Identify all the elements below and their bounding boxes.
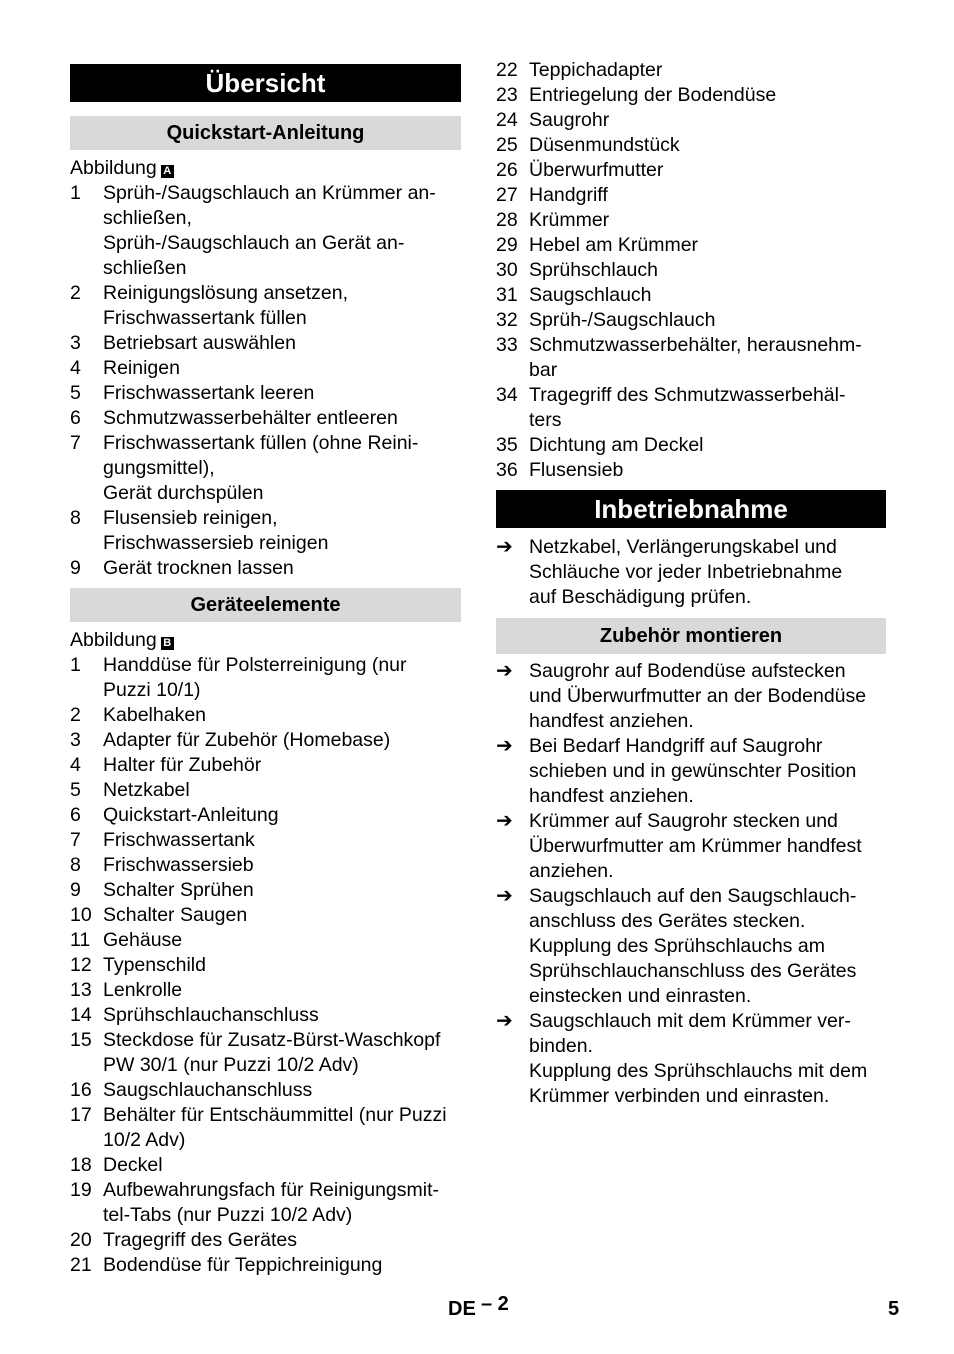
list-item (70, 753, 461, 778)
item-text (103, 1228, 461, 1253)
item-text-line: Sprüh-/Saugschlauch (529, 309, 716, 331)
list-item (496, 283, 886, 308)
arrow-right-icon: ➔ (496, 735, 513, 757)
instruction-step (496, 734, 886, 809)
commissioning-steps (496, 535, 886, 610)
arrow-right-icon: ➔ (496, 536, 513, 558)
item-text (529, 233, 886, 258)
item-number: 5 (70, 779, 81, 801)
item-number: 24 (496, 109, 518, 131)
step-text-line: handfest anziehen. (529, 710, 694, 732)
list-item (70, 406, 461, 431)
step-text (529, 535, 886, 610)
item-text-line: Gerät durchspülen (103, 482, 264, 504)
item-text-line: Frischwassersieb (103, 854, 254, 876)
item-number: 35 (496, 434, 518, 456)
item-text-line: Frischwassersieb reinigen (103, 532, 329, 554)
device-elements-list (70, 653, 461, 1278)
item-text-line: Quickstart-Anleitung (103, 804, 279, 826)
item-text (103, 381, 461, 406)
list-item (496, 108, 886, 133)
item-text (103, 853, 461, 878)
item-text (529, 183, 886, 208)
item-number: 7 (70, 829, 81, 851)
item-text (103, 828, 461, 853)
item-text-line: Tragegriff des Gerätes (103, 1229, 298, 1251)
item-text (103, 556, 461, 581)
item-number: 22 (496, 59, 518, 81)
item-text (103, 1078, 461, 1103)
item-number: 8 (70, 854, 81, 876)
item-number: 1 (70, 182, 81, 204)
item-number: 9 (70, 879, 81, 901)
step-text-line: schieben und in gewünschter Position (529, 760, 857, 782)
item-text-line: Schalter Saugen (103, 904, 248, 926)
step-text-line: binden. (529, 1035, 593, 1057)
list-item (70, 356, 461, 381)
list-item (70, 431, 461, 506)
item-text-line: Entriegelung der Bodendüse (529, 84, 777, 106)
list-item (496, 83, 886, 108)
item-text (103, 1253, 461, 1278)
instruction-step (496, 535, 886, 610)
item-text (103, 1028, 461, 1078)
list-item (496, 383, 886, 433)
item-number: 5 (70, 382, 81, 404)
item-text-line: Sprüh-/Saugschlauch an Krümmer an- (103, 182, 436, 204)
item-text-line: Handgriff (529, 184, 608, 206)
item-text (103, 406, 461, 431)
item-number: 21 (70, 1254, 92, 1276)
quickstart-list (70, 181, 461, 581)
item-text-line: Typenschild (103, 954, 206, 976)
right-column (496, 58, 886, 1109)
step-text (529, 809, 886, 884)
list-item (70, 506, 461, 556)
accessories-steps (496, 659, 886, 1109)
item-text-line: Saugrohr (529, 109, 610, 131)
item-number: 23 (496, 84, 518, 106)
step-text-line: auf Beschädigung prüfen. (529, 586, 752, 608)
step-text-line: Saugschlauch mit dem Krümmer ver- (529, 1010, 851, 1032)
item-text-line: Überwurfmutter (529, 159, 664, 181)
item-text-line: 10/2 Adv) (103, 1129, 186, 1151)
step-text-line: Krümmer auf Saugrohr stecken und (529, 810, 838, 832)
item-text-line: gungsmittel), (103, 457, 215, 479)
item-text (529, 58, 886, 83)
item-text-line: Netzkabel (103, 779, 190, 801)
item-text-line: Handdüse für Polsterreinigung (nur (103, 654, 407, 676)
item-text-line: Frischwassertank füllen (ohne Reini- (103, 432, 419, 454)
item-text (529, 83, 886, 108)
item-text (529, 283, 886, 308)
item-text-line: Steckdose für Zusatz-Bürst-Waschkopf (103, 1029, 441, 1051)
item-number: 6 (70, 407, 81, 429)
item-text-line: Frischwassertank leeren (103, 382, 315, 404)
footer-language: DE (448, 1298, 476, 1320)
item-text-line: Lenkrolle (103, 979, 183, 1001)
item-text-line: Sprühschlauchanschluss (103, 1004, 319, 1026)
item-text (103, 703, 461, 728)
step-text-line: einstecken und einrasten. (529, 985, 752, 1007)
section-title-commissioning: Inbetriebnahme (496, 490, 886, 528)
list-item (70, 853, 461, 878)
list-item (70, 1003, 461, 1028)
item-text (529, 458, 886, 483)
item-text (103, 803, 461, 828)
step-text-line: Saugrohr auf Bodendüse aufstecken (529, 660, 846, 682)
list-item (496, 233, 886, 258)
item-text (529, 108, 886, 133)
list-item (70, 978, 461, 1003)
step-text (529, 659, 886, 734)
figure-label: Abbildung (70, 629, 157, 651)
item-text-line: Hebel am Krümmer (529, 234, 699, 256)
item-text (103, 953, 461, 978)
step-text-line: Kupplung des Sprühschlauchs mit dem (529, 1060, 868, 1082)
item-text-line: Saugschlauchanschluss (103, 1079, 313, 1101)
item-text (529, 383, 886, 433)
step-text-line: Krümmer verbinden und einrasten. (529, 1085, 830, 1107)
list-item (70, 803, 461, 828)
item-text-line: Saugschlauch (529, 284, 652, 306)
subheading-quickstart: Quickstart-Anleitung (70, 116, 461, 150)
list-item (496, 433, 886, 458)
list-item (70, 928, 461, 953)
list-item (70, 1228, 461, 1253)
instruction-step (496, 1009, 886, 1109)
list-item (496, 208, 886, 233)
item-text-line: Flusensieb reinigen, (103, 507, 278, 529)
item-number: 1 (70, 654, 81, 676)
step-text (529, 1009, 886, 1109)
item-text-line: bar (529, 359, 558, 381)
instruction-step (496, 884, 886, 1009)
item-text-line: Frischwassertank (103, 829, 255, 851)
step-text-line: Überwurfmutter am Krümmer handfest (529, 835, 862, 857)
item-text (103, 878, 461, 903)
step-text-line: anziehen. (529, 860, 614, 882)
instruction-step (496, 659, 886, 734)
item-number: 13 (70, 979, 92, 1001)
item-number: 30 (496, 259, 518, 281)
item-text-line: Sprüh-/Saugschlauch an Gerät an- (103, 232, 405, 254)
list-item (70, 331, 461, 356)
list-item (70, 1153, 461, 1178)
item-text (103, 1103, 461, 1153)
list-item (496, 258, 886, 283)
list-item (70, 1078, 461, 1103)
item-number: 32 (496, 309, 518, 331)
item-text (529, 258, 886, 283)
item-number: 28 (496, 209, 518, 231)
figure-ref-b (70, 628, 461, 653)
item-text-line: Gehäuse (103, 929, 183, 951)
item-text (529, 158, 886, 183)
item-text-line: Dichtung am Deckel (529, 434, 704, 456)
item-text (529, 308, 886, 333)
item-number: 31 (496, 284, 518, 306)
item-number: 10 (70, 904, 92, 926)
figure-label: Abbildung (70, 157, 157, 179)
item-number: 20 (70, 1229, 92, 1251)
item-text-line: Flusensieb (529, 459, 624, 481)
item-text (103, 1003, 461, 1028)
item-text-line: Kabelhaken (103, 704, 207, 726)
list-item (496, 183, 886, 208)
item-text-line: Schmutzwasserbehälter, herausnehm- (529, 334, 862, 356)
item-number: 6 (70, 804, 81, 826)
list-item (70, 1028, 461, 1078)
left-column (70, 58, 461, 1278)
step-text-line: Schläuche vor jeder Inbetriebnahme (529, 561, 843, 583)
list-item (70, 778, 461, 803)
item-text (103, 1153, 461, 1178)
item-text-line: schließen, (103, 207, 192, 229)
item-number: 18 (70, 1154, 92, 1176)
subheading-mount-accessories: Zubehör montieren (496, 618, 886, 654)
item-text (529, 133, 886, 158)
item-text (103, 653, 461, 703)
list-item (496, 308, 886, 333)
item-text (529, 208, 886, 233)
item-text-line: Reinigen (103, 357, 180, 379)
item-text-line: Puzzi 10/1) (103, 679, 201, 701)
list-item (70, 281, 461, 331)
list-item (70, 903, 461, 928)
item-text (103, 778, 461, 803)
step-text (529, 884, 886, 1009)
list-item (496, 158, 886, 183)
item-number: 4 (70, 357, 81, 379)
list-item (70, 381, 461, 406)
item-number: 2 (70, 704, 81, 726)
step-text-line: und Überwurfmutter an der Bodendüse (529, 685, 867, 707)
item-number: 34 (496, 384, 518, 406)
item-text-line: Frischwassertank füllen (103, 307, 307, 329)
step-text (529, 734, 886, 809)
item-text-line: Gerät trocknen lassen (103, 557, 294, 579)
item-number: 29 (496, 234, 518, 256)
item-text-line: Schalter Sprühen (103, 879, 254, 901)
list-item (70, 181, 461, 281)
item-text-line: tel-Tabs (nur Puzzi 10/2 Adv) (103, 1204, 353, 1226)
item-text-line: Betriebsart auswählen (103, 332, 296, 354)
device-elements-list-continued (496, 58, 886, 483)
item-number: 36 (496, 459, 518, 481)
step-text-line: Sprühschlauchanschluss des Gerätes (529, 960, 857, 982)
item-number: 19 (70, 1179, 92, 1201)
item-text (103, 903, 461, 928)
item-text (103, 331, 461, 356)
item-number: 3 (70, 729, 81, 751)
list-item (70, 828, 461, 853)
list-item (70, 1103, 461, 1153)
list-item (496, 133, 886, 158)
list-item (70, 953, 461, 978)
item-number: 12 (70, 954, 92, 976)
item-text (103, 928, 461, 953)
item-text-line: Düsenmundstück (529, 134, 680, 156)
list-item (70, 878, 461, 903)
item-text-line: Schmutzwasserbehälter entleeren (103, 407, 398, 429)
item-text (103, 728, 461, 753)
item-number: 9 (70, 557, 81, 579)
figure-ref-a (70, 156, 461, 181)
item-text (103, 978, 461, 1003)
item-number: 25 (496, 134, 518, 156)
step-text-line: Netzkabel, Verlängerungskabel und (529, 536, 837, 558)
item-text-line: PW 30/1 (nur Puzzi 10/2 Adv) (103, 1054, 359, 1076)
item-number: 8 (70, 507, 81, 529)
item-number: 14 (70, 1004, 92, 1026)
item-text (103, 356, 461, 381)
arrow-right-icon: ➔ (496, 885, 513, 907)
arrow-right-icon: ➔ (496, 810, 513, 832)
item-text-line: Deckel (103, 1154, 163, 1176)
item-text-line: Bodendüse für Teppichreinigung (103, 1254, 383, 1276)
section-title-overview: Übersicht (70, 64, 461, 102)
list-item (70, 728, 461, 753)
list-item (496, 333, 886, 383)
list-item (70, 703, 461, 728)
figure-letter-icon: A (161, 165, 174, 178)
item-number: 17 (70, 1104, 92, 1126)
step-text-line: handfest anziehen. (529, 785, 694, 807)
item-number: 11 (70, 929, 91, 951)
item-number: 26 (496, 159, 518, 181)
item-text (103, 506, 461, 556)
list-item (496, 58, 886, 83)
item-number: 15 (70, 1029, 92, 1051)
item-number: 33 (496, 334, 518, 356)
step-text-line: Kupplung des Sprühschlauchs am (529, 935, 825, 957)
step-text-line: Bei Bedarf Handgriff auf Saugrohr (529, 735, 823, 757)
arrow-right-icon: ➔ (496, 1010, 513, 1032)
item-number: 7 (70, 432, 81, 454)
item-text (103, 1178, 461, 1228)
item-text-line: Halter für Zubehör (103, 754, 262, 776)
item-text-line: Aufbewahrungsfach für Reinigungsmit- (103, 1179, 440, 1201)
item-number: 2 (70, 282, 81, 304)
step-text-line: anschluss des Gerätes stecken. (529, 910, 806, 932)
item-text-line: Tragegriff des Schmutzwasserbehäl- (529, 384, 846, 406)
footer-section-number: – 2 (481, 1293, 509, 1315)
item-text (529, 433, 886, 458)
item-text-line: Adapter für Zubehör (Homebase) (103, 729, 391, 751)
list-item (70, 653, 461, 703)
item-text (103, 753, 461, 778)
list-item (70, 1253, 461, 1278)
item-text-line: Behälter für Entschäummittel (nur Puzzi (103, 1104, 447, 1126)
item-number: 27 (496, 184, 518, 206)
item-text-line: schließen (103, 257, 187, 279)
item-text-line: Teppichadapter (529, 59, 663, 81)
item-number: 16 (70, 1079, 92, 1101)
arrow-right-icon: ➔ (496, 660, 513, 682)
item-text-line: Sprühschlauch (529, 259, 658, 281)
item-text (103, 281, 461, 331)
item-text (103, 181, 461, 281)
footer-page-number: 5 (888, 1298, 900, 1320)
list-item (70, 1178, 461, 1228)
step-text-line: Saugschlauch auf den Saugschlauch- (529, 885, 857, 907)
instruction-step (496, 809, 886, 884)
item-text-line: Krümmer (529, 209, 610, 231)
item-text-line: Reinigungslösung ansetzen, (103, 282, 349, 304)
item-number: 3 (70, 332, 81, 354)
item-text (529, 333, 886, 383)
list-item (496, 458, 886, 483)
figure-letter-icon: B (161, 637, 174, 650)
item-text-line: ters (529, 409, 562, 431)
subheading-device-elements: Geräteelemente (70, 588, 461, 622)
item-text (103, 431, 461, 506)
list-item (70, 556, 461, 581)
item-number: 4 (70, 754, 81, 776)
